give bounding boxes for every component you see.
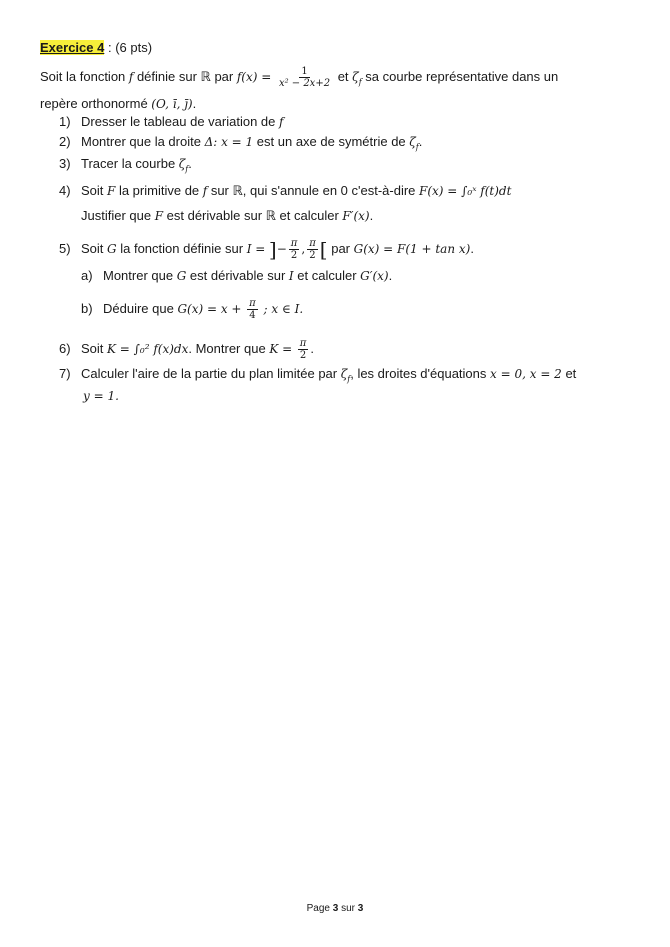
- question-2: [59, 134, 422, 156]
- intro-text: Soit la fonction: [40, 68, 129, 84]
- question-text: est dérivable sur ℝ et calculer: [163, 208, 343, 223]
- math-curve: ζ: [352, 69, 359, 84]
- math-curve-sub: f: [347, 374, 351, 384]
- math-derivative: G′(x): [360, 269, 389, 283]
- footer-text: Page: [306, 903, 333, 914]
- question-4-line-2: [81, 208, 373, 224]
- interval-bracket: [: [319, 237, 328, 262]
- question-text: Soit: [81, 240, 108, 256]
- comma: ,: [301, 241, 306, 256]
- fraction-numerator: π: [290, 238, 298, 249]
- intro-line-2: [40, 96, 196, 112]
- question-number: 6): [59, 340, 71, 356]
- intro-text: repère orthonormé: [40, 96, 152, 111]
- math-derivative: F′(x): [342, 209, 370, 223]
- math-I: I: [288, 269, 294, 283]
- minus-sign: −: [276, 241, 287, 256]
- math-equation: y = 1.: [83, 389, 119, 403]
- intro-text: et: [337, 68, 353, 84]
- question-text: et calculer: [293, 268, 361, 283]
- math-I: I =: [246, 241, 266, 256]
- question-text: est un axe de symétrie de: [253, 134, 410, 149]
- math-G-def: G(x) = F(1 + tan x): [353, 241, 471, 256]
- question-number: 1): [59, 114, 71, 129]
- header-separator: :: [104, 40, 116, 55]
- question-text: Tracer la courbe: [81, 156, 179, 171]
- fraction: [289, 238, 300, 261]
- question-text: Soit: [81, 183, 108, 198]
- math-integral: K = ∫₀² f(x)dx: [107, 341, 189, 356]
- math-curve-sub: f: [415, 142, 419, 152]
- math-curve-sub: f: [358, 77, 362, 87]
- math-G: G: [176, 269, 187, 283]
- question-3: [59, 156, 192, 178]
- math-curve: ζ: [340, 367, 348, 381]
- math-F: F: [107, 184, 116, 198]
- exercise-label: Exercice 4: [40, 40, 105, 55]
- intro-text: sa courbe représentative dans un: [361, 68, 559, 84]
- question-text: . Montrer que: [188, 340, 270, 356]
- punctuation: .: [388, 268, 393, 283]
- question-number: 5): [59, 240, 71, 256]
- fraction-numerator: π: [309, 238, 316, 249]
- math-f: f: [202, 184, 208, 198]
- punctuation: .: [310, 340, 314, 356]
- question-5b: [81, 298, 303, 321]
- fraction-denominator: x² − 2x+2: [278, 78, 331, 89]
- intro-text: définie sur ℝ par: [133, 68, 237, 84]
- question-text: Dresser le tableau de variation de: [81, 114, 280, 129]
- question-1: [59, 114, 283, 130]
- question-text: la fonction définie sur: [116, 240, 247, 256]
- page-footer: [0, 903, 670, 914]
- question-6: [59, 338, 314, 361]
- footer-text: sur: [338, 903, 358, 914]
- math-f: f: [128, 69, 134, 84]
- math-equations: x = 0, x = 2: [490, 367, 562, 381]
- math-f: f: [279, 115, 284, 129]
- question-7-line-2: [83, 388, 119, 404]
- question-text: sur ℝ, qui s'annule en 0 c'est-à-dire: [207, 183, 420, 198]
- page-total: 3: [357, 903, 364, 914]
- question-text: est dérivable sur: [186, 268, 289, 283]
- points-label: (6 pts): [115, 40, 153, 55]
- fraction: [307, 238, 318, 261]
- punctuation: .: [369, 208, 374, 223]
- question-number: 7): [59, 366, 71, 381]
- question-text: Calculer l'aire de la partie du plan limitée par: [81, 366, 341, 381]
- punctuation: .: [418, 134, 423, 149]
- question-number: 3): [59, 156, 71, 171]
- punctuation: .: [188, 156, 192, 171]
- math-fx: f(x) =: [236, 69, 272, 84]
- question-5: [59, 238, 474, 261]
- question-7: [59, 366, 576, 388]
- math-curve: ζ: [178, 157, 186, 171]
- fraction-denominator: 2: [309, 250, 316, 261]
- math-line: Δ: x = 1: [204, 135, 254, 149]
- fraction-numerator: π: [299, 338, 307, 349]
- fraction-numerator: π: [249, 298, 256, 309]
- question-text: Déduire que: [103, 300, 178, 316]
- question-4: [59, 183, 511, 199]
- fraction-denominator: 2: [299, 350, 307, 361]
- intro-text: .: [192, 96, 197, 111]
- fraction-denominator: 2: [290, 250, 298, 261]
- math-integral: F(x) = ∫₀ˣ f(t)dt: [419, 184, 512, 198]
- math-domain: ; x ∈ I.: [259, 301, 304, 316]
- fraction-numerator: 1: [301, 66, 308, 77]
- interval-bracket: ]: [268, 237, 277, 262]
- question-text: Justifier que: [81, 208, 155, 223]
- fraction: [247, 298, 258, 321]
- question-text: et: [561, 366, 577, 381]
- question-number: 2): [59, 134, 71, 149]
- fraction: [298, 338, 309, 361]
- question-text: , les droites d'équations: [350, 366, 491, 381]
- question-text: la primitive de: [115, 183, 203, 198]
- question-text: Montrer que la droite: [81, 134, 205, 149]
- math-curve-sub: f: [185, 164, 189, 174]
- math-G-expr: G(x) = x +: [177, 301, 242, 316]
- math-F: F: [154, 209, 164, 223]
- math-G: G: [107, 241, 117, 256]
- question-text: Montrer que: [103, 268, 177, 283]
- punctuation: .: [470, 240, 474, 256]
- math-repere: (O, ī, j̄): [151, 97, 193, 111]
- fraction: [277, 66, 332, 89]
- question-text: par: [331, 240, 354, 256]
- page-number: 3: [332, 903, 339, 914]
- exercise-header: [40, 40, 152, 56]
- question-number: a): [81, 268, 93, 283]
- question-number: b): [81, 300, 93, 316]
- math-K: K =: [269, 341, 293, 356]
- intro-line-1: [40, 66, 558, 91]
- math-curve: ζ: [409, 135, 416, 149]
- fraction-denominator: 4: [249, 310, 256, 321]
- question-number: 4): [59, 183, 71, 198]
- question-text: Soit: [81, 340, 108, 356]
- question-5a: [81, 268, 392, 284]
